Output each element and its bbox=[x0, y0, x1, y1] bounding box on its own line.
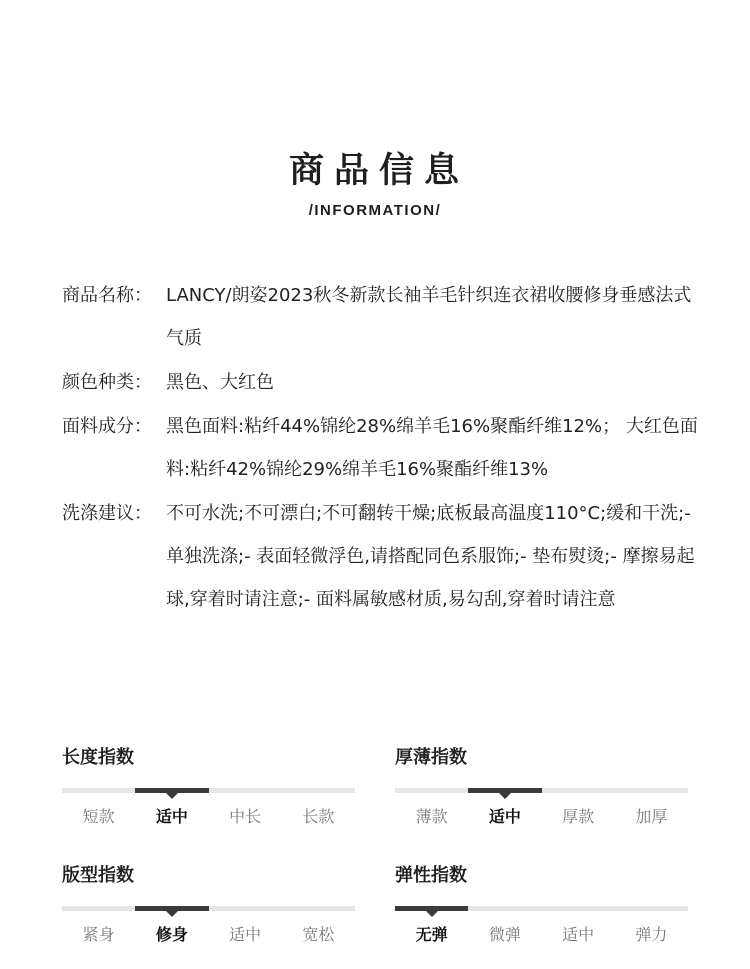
index-thickness bbox=[395, 740, 688, 836]
product-info-list bbox=[62, 274, 702, 622]
info-label: 洗涤建议： bbox=[62, 503, 152, 524]
info-value: 黑色、大红色 bbox=[166, 372, 274, 393]
index-track bbox=[395, 906, 688, 911]
info-value: 不可水洗;不可漂白;不可翻转干燥;底板最高温度110°C;缓和干洗;- 单独洗涤;- 表面轻微浮色,请搭配同色系服饰;- 垫布熨烫;- 摩擦易起球,穿着时请注意;- 面料属敏感材质,易勾刮,穿着时请注意 bbox=[166, 503, 695, 610]
section-subtitle: /INFORMATION/ bbox=[308, 202, 442, 219]
index-indicator bbox=[468, 788, 541, 793]
index-option: 厚款 bbox=[562, 807, 595, 826]
index-option: 微弹 bbox=[488, 925, 521, 944]
index-title: 版型指数 bbox=[62, 865, 134, 886]
index-option: 适中 bbox=[562, 925, 595, 944]
index-track bbox=[395, 788, 688, 793]
index-options bbox=[62, 923, 355, 947]
index-elasticity bbox=[395, 858, 688, 954]
index-option: 弹力 bbox=[635, 925, 668, 944]
size-index-grid bbox=[62, 740, 688, 954]
info-value: LANCY/朗姿2023秋冬新款长袖羊毛针织连衣裙收腰修身垂感法式气质 bbox=[166, 285, 692, 349]
index-option: 长款 bbox=[302, 807, 335, 826]
info-row-material bbox=[62, 405, 702, 491]
index-option: 适中 bbox=[155, 807, 188, 826]
info-row-colors bbox=[62, 361, 702, 404]
index-title: 厚薄指数 bbox=[395, 747, 467, 768]
index-fit bbox=[62, 858, 355, 954]
index-option: 无弹 bbox=[415, 925, 448, 944]
info-row-product-name bbox=[62, 274, 702, 360]
index-title: 长度指数 bbox=[62, 747, 134, 768]
index-indicator bbox=[135, 906, 208, 911]
section-title: 商品信息 bbox=[288, 151, 469, 191]
index-title: 弹性指数 bbox=[395, 865, 467, 886]
index-options bbox=[395, 923, 688, 947]
index-option: 薄款 bbox=[415, 807, 448, 826]
index-track bbox=[62, 906, 355, 911]
index-indicator bbox=[135, 788, 208, 793]
index-option: 短款 bbox=[82, 807, 115, 826]
index-option: 加厚 bbox=[635, 807, 668, 826]
index-option: 紧身 bbox=[82, 925, 115, 944]
index-track bbox=[62, 788, 355, 793]
index-option: 宽松 bbox=[302, 925, 335, 944]
index-indicator bbox=[395, 906, 468, 911]
index-option: 适中 bbox=[488, 807, 521, 826]
index-option: 适中 bbox=[229, 925, 262, 944]
info-value: 黑色面料:粘纤44%锦纶28%绵羊毛16%聚酯纤维12%； 大红色面料:粘纤42%锦纶29%绵羊毛16%聚酯纤维13% bbox=[166, 416, 698, 480]
index-options bbox=[395, 805, 688, 829]
info-label: 商品名称： bbox=[62, 285, 152, 306]
info-label: 颜色种类： bbox=[62, 372, 152, 393]
index-option: 中长 bbox=[229, 807, 262, 826]
index-options bbox=[62, 805, 355, 829]
index-length bbox=[62, 740, 355, 836]
info-row-washing bbox=[62, 492, 702, 621]
info-label: 面料成分： bbox=[62, 416, 152, 437]
index-option: 修身 bbox=[155, 925, 188, 944]
